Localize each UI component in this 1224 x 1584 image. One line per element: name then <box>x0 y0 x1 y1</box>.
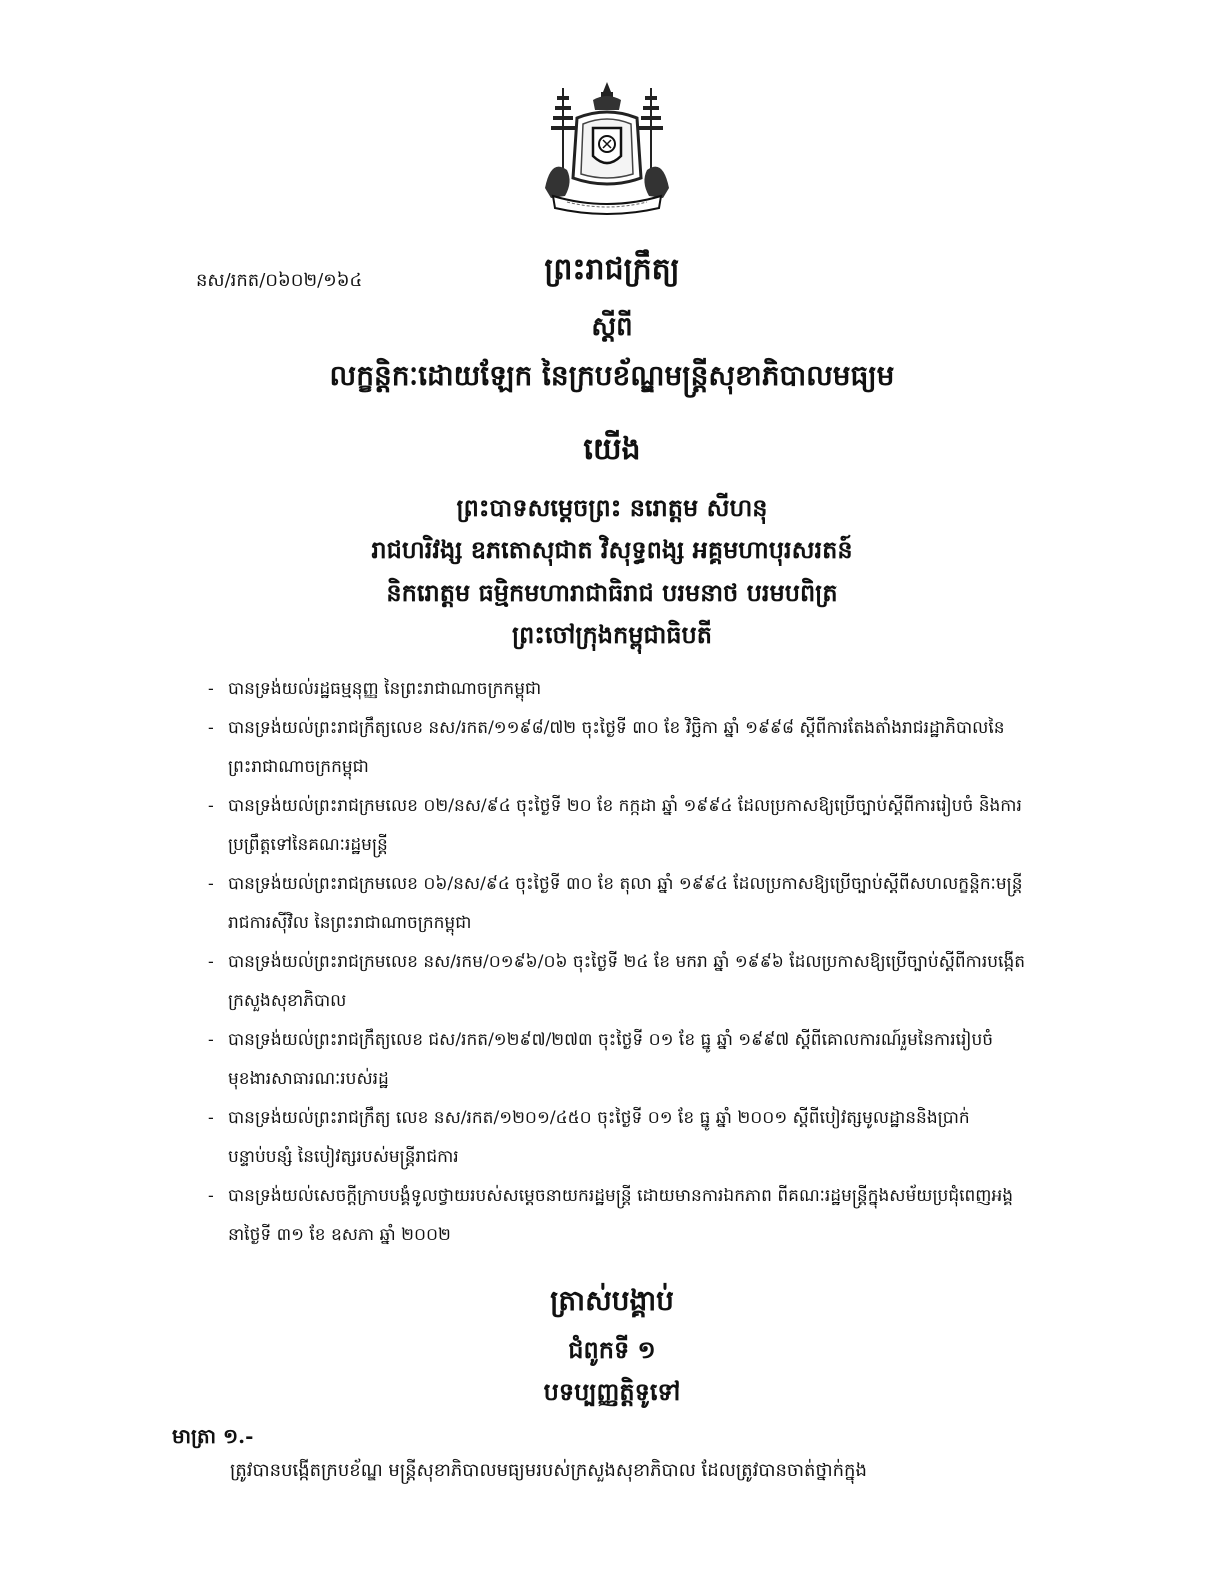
hereby-decree-heading: ត្រាស់បង្គាប់ <box>550 1284 674 1317</box>
consideration-item: - បានទ្រង់យល់ព្រះរាជក្រឹត្យលេខ នស/រកត/១១៩៨/៧២ ចុះថ្ងៃទី ៣០ ខែ វិច្ឆិកា ឆ្នាំ ១៩៩៨ ស្តីពីការតែងតាំងរាជរដ្ឋាភិបាលនៃព្រះរាជាណាចក្រកម្ពុជា <box>208 718 1005 777</box>
consideration-item: - បានទ្រង់យល់ព្រះរាជក្រមលេខ ០២/នស/៩៤ ចុះថ្ងៃទី ២០ ខែ កក្កដា ឆ្នាំ ១៩៩៤ ដែលប្រកាសឱ្យប្រើច្បាប់ស្តីពីការរៀបចំ និងការប្រព្រឹត្តទៅនៃគណៈរដ្ឋមន្ត្រី <box>208 796 1022 855</box>
consideration-item: - បានទ្រង់យល់ព្រះរាជក្រមលេខ នស/រកម/០១៩៦/០៦ ចុះថ្ងៃទី ២៤ ខែ មករា ឆ្នាំ ១៩៩៦ ដែលប្រកាសឱ្យប្រើច្បាប់ស្តីពីការបង្កើតក្រសួងសុខាភិបាល <box>208 952 1026 1011</box>
consideration-item: - បានទ្រង់យល់ព្រះរាជក្រឹត្យ លេខ នស/រកត/១២០១/៤៥០ ចុះថ្ងៃទី ០១ ខែ ធ្នូ ឆ្នាំ ២០០១ ស្តីពីបៀវត្សមូលដ្ឋាននិងប្រាក់បន្ទាប់បន្សំ នៃបៀវត្សរបស់មន្ត្រីរាជការ <box>208 1108 970 1167</box>
chapter-title: បទប្បញ្ញត្តិទូទៅ <box>543 1377 681 1406</box>
decree-subject: លក្ខន្តិកៈដោយឡែក នៃក្របខ័ណ្ឌមន្ត្រីសុខាភិបាលមធ្យម <box>329 359 895 392</box>
chapter-number: ជំពូកទី ១ <box>568 1335 656 1364</box>
concerning-label: ស្តីពី <box>591 312 633 342</box>
king-title-line-1: រាជហរិវង្ស ឧភតោសុជាត វិសុទ្ធពង្ស អគ្គមហាបុរសរតន៍ <box>371 535 853 564</box>
king-title-line-2: និករោត្តម ធម្មិកមហារាជាធិរាជ បរមនាថ បរមបពិត្រ <box>386 578 838 607</box>
king-name: ព្រះបាទសម្តេចព្រះ នរោត្តម សីហនុ <box>456 493 768 522</box>
we-heading: យើង <box>583 432 641 467</box>
consideration-item: - បានទ្រង់យល់ព្រះរាជក្រមលេខ ០៦/នស/៩៤ ចុះថ្ងៃទី ៣០ ខែ តុលា ឆ្នាំ ១៩៩៤ ដែលប្រកាសឱ្យប្រើច្បាប់ស្តីពីសហលក្ខន្តិកៈមន្ត្រីរាជការស៊ីវិល នៃព្រះរាជាណាចក្រកម្ពុជា <box>208 874 1023 933</box>
article-1-text: ត្រូវបានបង្កើតក្របខ័ណ្ឌ មន្ត្រីសុខាភិបាលមធ្យមរបស់ក្រសួងសុខាភិបាល ដែលត្រូវបានចាត់ថ្នាក់ក្នុង <box>230 1460 867 1481</box>
reference-number: នស/រកត/០៦០២/១៦៤ <box>196 270 363 291</box>
king-title-line-3: ព្រះចៅក្រុងកម្ពុជាធិបតី <box>511 620 713 649</box>
consideration-item: - បានទ្រង់យល់ព្រះរាជក្រឹត្យលេខ ជស/រកត/១២៩៧/២៧៣ ចុះថ្ងៃទី ០១ ខែ ធ្នូ ឆ្នាំ ១៩៩៧ ស្តីពីគោលការណ៍រួមនៃការរៀបចំមុខងារសាធារណៈរបស់រដ្ឋ <box>208 1030 994 1089</box>
decree-title: ព្រះរាជក្រឹត្យ <box>544 252 680 287</box>
considerations-list <box>208 670 1028 1255</box>
consideration-item: - បានទ្រង់យល់សេចក្តីក្រាបបង្គំទូលថ្វាយរបស់សម្តេចនាយករដ្ឋមន្ត្រី ដោយមានការឯកភាព ពីគណៈរដ្ឋមន្ត្រីក្នុងសម័យប្រជុំពេញអង្គ នាថ្ងៃទី ៣១ ខែ ឧសភា ឆ្នាំ ២០០២ <box>208 1186 1014 1245</box>
royal-coat-of-arms-emblem <box>537 78 677 218</box>
article-1-label: មាត្រា ១.- <box>172 1424 254 1448</box>
consideration-item: - បានទ្រង់យល់រដ្ឋធម្មនុញ្ញ នៃព្រះរាជាណាចក្រកម្ពុជា <box>208 679 542 699</box>
